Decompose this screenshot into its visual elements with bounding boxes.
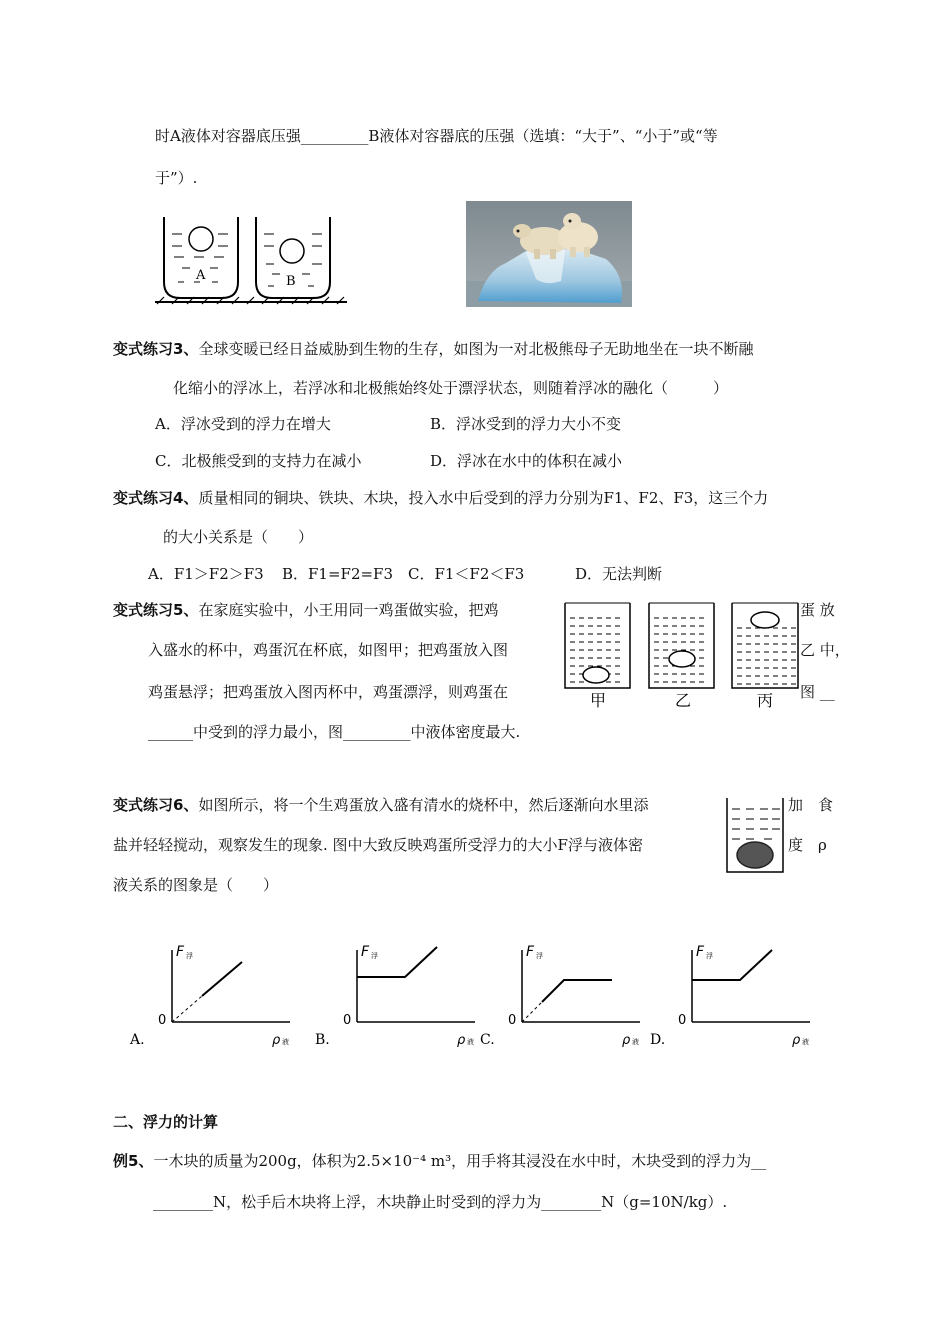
ex6-line-3: 液关系的图象是（ ）	[113, 876, 279, 894]
ex3-option-d: D．浮冰在水中的体积在减小	[430, 452, 623, 470]
intro-line-2: 于”）.	[155, 169, 198, 187]
origin-label: 0	[508, 1013, 517, 1028]
graph-option-a	[130, 940, 290, 1050]
ex3-option-a: A．浮冰受到的浮力在增大	[155, 415, 331, 433]
ex6-line-1	[113, 795, 648, 815]
ex5-line-2: 入盛水的杯中，鸡蛋沉在杯底，如图甲；把鸡蛋放入图	[148, 641, 509, 659]
ex6-title: 变式练习6、	[113, 796, 199, 814]
polar-bear-photo	[466, 201, 632, 307]
ex5b-line-1	[113, 1151, 766, 1171]
x-axis-sub: 液	[632, 1038, 639, 1046]
option-letter: A.	[130, 1032, 145, 1048]
ex5b-title: 例5、	[113, 1152, 154, 1170]
ex3-text-1: 全球变暖已经日益威胁到生物的生存，如图为一对北极熊母子无助地坐在一块不断融	[198, 340, 754, 358]
graph-option-d	[650, 940, 810, 1050]
ex5-line-1	[113, 600, 498, 620]
ex6-text-1: 如图所示，将一个生鸡蛋放入盛有清水的烧杯中，然后逐渐向水里添	[198, 796, 649, 814]
cup-label-bing: 丙	[757, 691, 774, 710]
option-letter: C.	[480, 1032, 495, 1048]
origin-label: 0	[158, 1013, 167, 1028]
x-axis-sub: 液	[282, 1038, 289, 1046]
x-axis-sub: 液	[467, 1038, 474, 1046]
x-axis-label: ρ	[622, 1033, 631, 1048]
y-axis-sub: 浮	[371, 952, 378, 960]
y-axis-sub: 浮	[536, 952, 543, 960]
ex3-option-c: C．北极熊受到的支持力在减小	[155, 452, 362, 470]
graph-line	[202, 962, 242, 996]
ex3-line-1	[113, 339, 753, 359]
ex5-line-3: 鸡蛋悬浮；把鸡蛋放入图丙杯中，鸡蛋漂浮，则鸡蛋在	[148, 683, 509, 701]
y-axis-sub: 浮	[706, 952, 713, 960]
x-axis-label: ρ	[792, 1033, 801, 1048]
beaker-label-b: B	[286, 274, 296, 289]
ex5-line-4: ______中受到的浮力最小，图_________中液体密度最大.	[148, 723, 521, 741]
x-axis-sub: 液	[802, 1038, 809, 1046]
three-cups-figure	[562, 598, 802, 713]
ex4-option-c: C．F1＜F2＜F3	[408, 565, 525, 583]
egg-beaker-figure	[724, 795, 786, 875]
origin-label: 0	[678, 1013, 687, 1028]
ex4-option-d: D．无法判断	[575, 565, 663, 583]
x-axis-label: ρ	[457, 1033, 466, 1048]
y-axis-label: F	[526, 944, 535, 960]
graph-option-c	[480, 940, 640, 1050]
ex4-text-1: 质量相同的铜块、铁块、木块，投入水中后受到的浮力分别为F1、F2、F3，这三个力	[198, 489, 769, 507]
ex3-title: 变式练习3、	[113, 340, 199, 358]
dashed-segment	[172, 996, 202, 1022]
ex4-line-2: 的大小关系是（ ）	[163, 528, 314, 546]
beaker-label-a: A	[196, 268, 206, 283]
beakers-figure	[152, 212, 352, 312]
cup-label-yi: 乙	[675, 691, 692, 710]
ex5-text-1: 在家庭实验中，小王用同一鸡蛋做实验，把鸡	[198, 601, 499, 619]
ex5b-line-2: ________N，松手后木块将上浮，木块静止时受到的浮力为________N（g=10N/kg）.	[153, 1193, 728, 1211]
x-axis-label: ρ	[272, 1033, 281, 1048]
graph-option-b	[315, 940, 475, 1050]
ex3-line-2: 化缩小的浮冰上，若浮冰和北极熊始终处于漂浮状态，则随着浮冰的融化（ ）	[173, 379, 729, 397]
ex4-option-b: B．F1=F2=F3	[282, 565, 394, 583]
ex5-line-2-end: 乙 中，	[800, 641, 850, 659]
ex6-line-2-end: 度 ρ	[788, 836, 827, 854]
option-letter: D.	[650, 1032, 666, 1048]
y-axis-label: F	[361, 944, 370, 960]
y-axis-label: F	[176, 944, 185, 960]
ex5-line-3-end: 图 __	[800, 683, 835, 701]
section-2-title: 二、浮力的计算	[113, 1113, 219, 1131]
ex4-line-1	[113, 488, 768, 508]
intro-line-1: 时A液体对容器底压强_________B液体对容器底的压强（选填：“大于”、“小于”或“等	[155, 127, 718, 145]
ex5-title: 变式练习5、	[113, 601, 199, 619]
ex4-option-a: A．F1＞F2＞F3	[148, 565, 264, 583]
ex5b-text-1: 一木块的质量为200g，体积为2.5×10⁻⁴ m³，用手将其浸没在水中时，木块受到的浮力为__	[153, 1152, 767, 1170]
ex5-line-1-end: 蛋 放	[800, 601, 835, 619]
ex6-line-1-end: 加 食	[788, 796, 834, 814]
y-axis-label: F	[696, 944, 705, 960]
graph-line	[542, 980, 612, 1002]
ex6-line-2: 盐并轻轻搅动，观察发生的现象. 图中大致反映鸡蛋所受浮力的大小F浮与液体密	[113, 836, 643, 854]
option-letter: B.	[315, 1032, 330, 1048]
ex4-title: 变式练习4、	[113, 489, 199, 507]
cup-label-jia: 甲	[590, 691, 607, 710]
ex3-option-b: B．浮冰受到的浮力大小不变	[430, 415, 622, 433]
dashed-segment	[522, 1002, 542, 1022]
y-axis-sub: 浮	[186, 952, 193, 960]
origin-label: 0	[343, 1013, 352, 1028]
